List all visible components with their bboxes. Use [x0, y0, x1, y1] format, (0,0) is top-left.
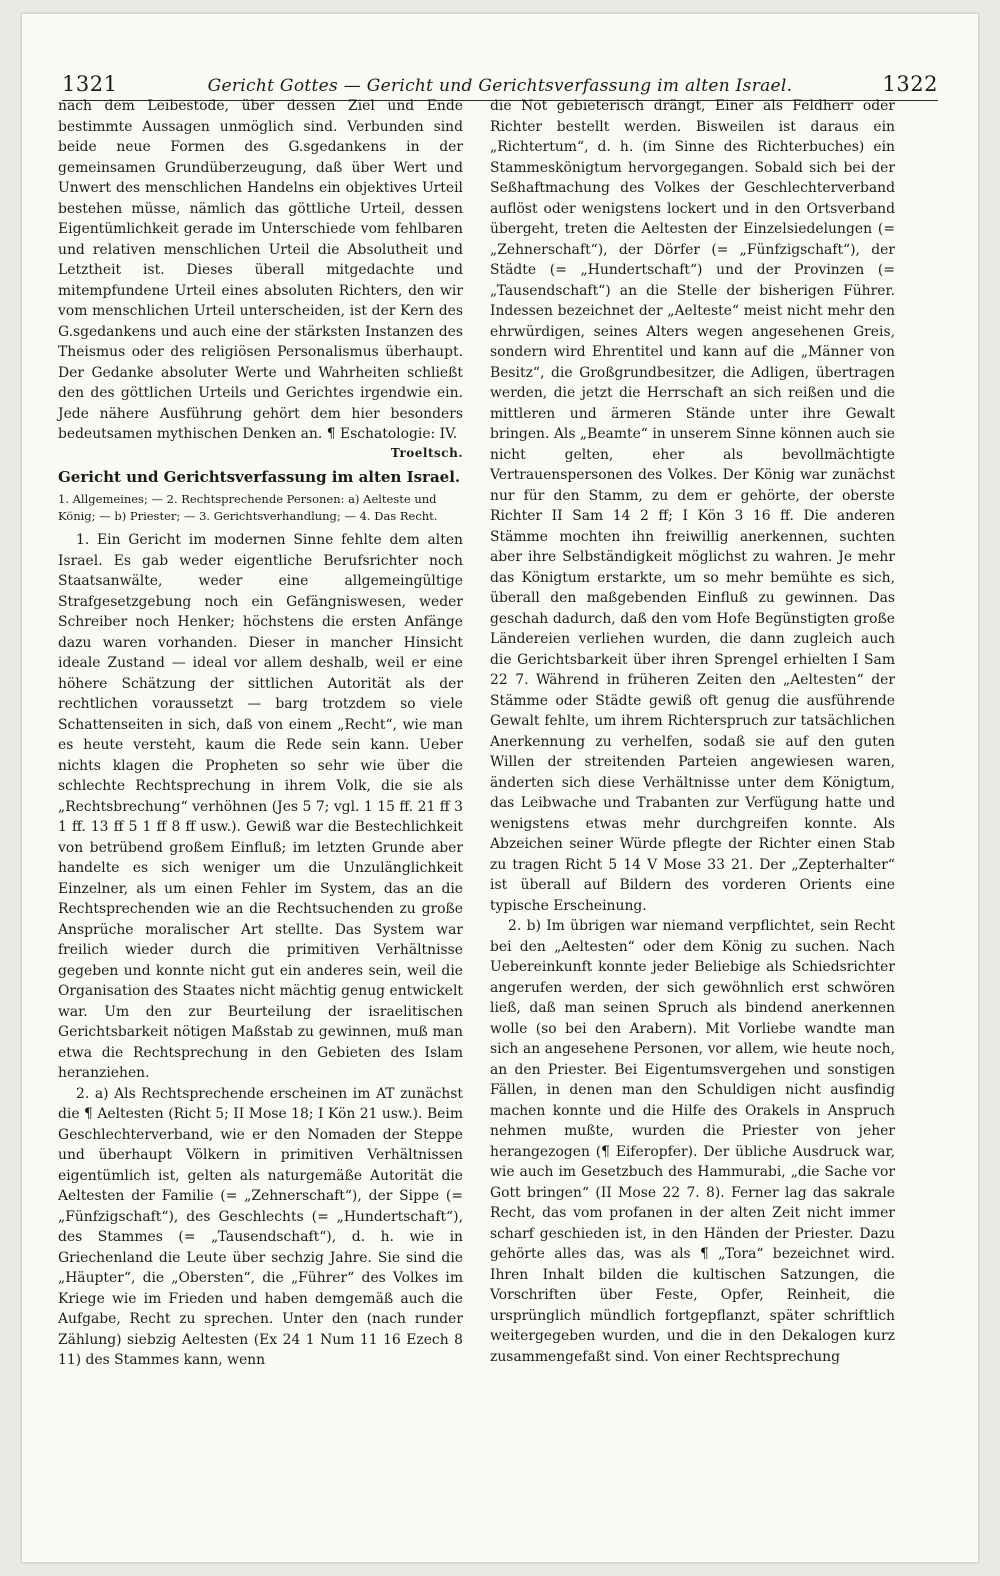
page-number-left: 1321	[62, 72, 118, 96]
author-signature: Troeltsch.	[390, 445, 463, 460]
right-column	[490, 96, 895, 1367]
left-column	[58, 96, 463, 1371]
page-number-right: 1322	[882, 72, 938, 96]
section-1: 1. Ein Gericht im modernen Sinne fehlte dem alten Israel. Es gab weder eigentliche Berufsrichter noch Staatsanwälte, weder eine allgemeingültige Strafgesetzgebung noch ein Gefängniswesen, weder Schreiber noch Henker; höchstens die ersten Anfänge dazu waren vorhanden. Dieser in mancher Hinsicht ideale Zustand — ideal vor allem deshalb, weil er eine höhere Schätzung der sittlichen Autorität als der rechtlichen voraussetzt — barg trotzdem so viele Schattenseiten in sich, daß von einem „Recht“, wie man es heute versteht, kaum die Rede sein kann. Ueber nichts klagen die Propheten so sehr wie über die schlechte Rechtsprechung in ihrem Volk, die sie als „Rechtsbrechung“ verhöhnen (Jes 5 7; vgl. 1 15 ff. 21 ff 3 1 ff. 13 ff 5 1 ff 8 ff usw.). Gewiß war die Bestechlichkeit von betrübend großem Einfluß; im letzten Grunde aber handelte es sich weniger um die Unzulänglichkeit Einzelner, als um einen Fehler im System, das an die Rechtsprechenden wie an die Rechtsuchenden zu große Ansprüche moralischer Art stellte. Das System war freilich wieder durch die primitiven Verhältnisse gegeben und konnte nicht gut ein anderes sein, weil die Organisation des Staates nicht mächtig genug entwickelt war. Um den zur Beurteilung der israelitischen Gerichtsbarkeit nötigen Maßstab zu gewinnen, muß man etwa die Rechtsprechung in den Gebieten des Islam heranziehen.	[58, 532, 463, 1081]
section-2a: 2. a) Als Rechtsprechende erscheinen im AT zunächst die ¶ Aeltesten (Richt 5; II Mose 18; I Kön 21 usw.). Beim Geschlechterverband, wie er den Nomaden der Steppe und überhaupt Völkern in primitiven Verhältnissen eigentümlich ist, gelten als naturgemäße Autorität die Aeltesten der Familie (= „Zehnerschaft“), der Sippe (= „Fünfzigschaft“), des Geschlechts (= „Hundertschaft“), des Stammes (= „Tausendschaft“), d. h. wie in Griechenland die Leute über sechzig Jahre. Sie sind die „Häupter“, die „Obersten“, die „Führer“ des Volkes im Kriege wie im Frieden und haben demgemäß auch die Aufgabe, Recht zu sprechen. Unter den (nach runder Zählung) siebzig Aeltesten (Ex 24 1 Num 11 16 Ezech 8 11) des Stammes kann, wenn	[58, 1085, 463, 1368]
paragraph-left-1: nach dem Leibestode, über dessen Ziel und Ende bestimmte Aussagen unmöglich sind. Verbunden sind beide neue Formen des G.sgedankens in der gemeinsamen Grundüberzeugung, daß über Wert und Unwert des menschlichen Handelns ein objektives Urteil bestehen müsse, nämlich das göttliche Urteil, dessen Eigentümlichkeit gerade im Unterschiede vom fehlbaren und relativen menschlichen Urteil die Absolutheit und Letztheit ist. Dieses überall mitgedachte und mitempfundene Urteil eines absoluten Richters, den wir vom menschlichen Urteil unterscheiden, ist der Kern des G.sgedankens und auch eine der stärksten Instanzen des Theismus oder des religiösen Personalismus überhaupt. Der Gedanke absoluter Werte und Wahrheiten schließt den des göttlichen Urteils und Gerichtes irgendwie ein. Jede nähere Ausführung gehört dem hier besonders bedeutsamen mythischen Denken an. ¶ Eschatologie: IV.	[58, 98, 463, 442]
running-title: Gericht Gottes — Gericht und Gerichtsverfassung im alten Israel.	[207, 76, 793, 96]
paragraph-right-1: die Not gebieterisch drängt, Einer als Feldherr oder Richter bestellt werden. Bisweilen ist daraus ein „Richtertum“, d. h. (im Sinne des Richterbuches) ein Stammeskönigtum hervorgegangen. Sobald sich bei der Seßhaftmachung des Volkes der Geschlechterverband auflöst oder wenigstens lockert und in den Ortsverband übergeht, treten die Aeltesten der Einzelsiedelungen (= „Zehnerschaft“), der Dörfer (= „Fünfzigschaft“), der Städte (= „Hundertschaft“) und der Provinzen (= „Tausendschaft“) an die Stelle der bisherigen Führer. Indessen bezeichnet der „Aelteste“ meist nicht mehr den ehrwürdigen, seines Alters wegen angesehenen Greis, sondern wird Ehrentitel und kann auf die „Männer von Besitz“, die Großgrundbesitzer, die Adligen, übertragen werden, die jetzt die Herrschaft an sich reißen und die mittleren und ärmeren Stände unter ihre Gewalt bringen. Als „Beamte“ in unserem Sinne können auch sie nicht gelten, eher als bevollmächtigte Vertrauenspersonen des Volkes. Der König war zunächst nur für den Stamm, zu dem er gehörte, der oberste Richter II Sam 14 2 ff; I Kön 3 16 ff. Die anderen Stämme mochten ihn freiwillig anerkennen, suchten aber ihre Selbständigkeit möglichst zu wahren. Je mehr das Königtum erstarkte, um so mehr bemühte es sich, überall den maßgebenden Einfluß zu gewinnen. Das geschah dadurch, daß den vom Hofe Begünstigten große Ländereien verliehen wurden, die dann zugleich auch die Gerichtsbarkeit über ihren Sprengel erhielten I Sam 22 7. Während in früheren Zeiten den „Aeltesten“ der Stämme oder Städte gewiß oft genug die ausführende Gewalt fehlte, um ihrem Richterspruch zur tatsächlichen Anerkennung zu verhelfen, sodaß sie auf den guten Willen der streitenden Parteien angewiesen waren, änderten sich diese Verhältnisse unter dem Königtum, das Leibwache und Trabanten zur Verfügung hatte und wenigstens etwas mehr durchgreifen konnte. Als Abzeichen seiner Würde pflegte der Richter einen Stab zu tragen Richt 5 14 V Mose 33 21. Der „Zepterhalter“ ist überall auf Bildern des vorderen Orients eine typische Erscheinung.	[490, 98, 895, 914]
section-2b: 2. b) Im übrigen war niemand verpflichtet, sein Recht bei den „Aeltesten“ oder dem König zu suchen. Nach Uebereinkunft konnte jeder Beliebige als Schiedsrichter angerufen werden, der sich gewöhnlich erst schwören ließ, daß man seinen Spruch als bindend anerkennen wolle (so bei den Arabern). Mit Vorliebe wandte man sich an angesehene Personen, vor allem, wie heute noch, an den Priester. Bei Eigentumsvergehen und sonstigen Fällen, in denen man den Schuldigen nicht ausfindig machen konnte und die Hilfe des Orakels in Anspruch nehmen mußte, wurden die Priester von jeher herangezogen (¶ Eiferopfer). Der übliche Ausdruck war, wie auch im Gesetzbuch des Hammurabi, „die Sache vor Gott bringen“ (II Mose 22 7. 8). Ferner lag das sakrale Recht, das vom profanen in der alten Zeit nicht immer scharf geschieden ist, in den Händen der Priester. Dazu gehörte alles das, was als ¶ „Tora“ bezeichnet wird. Ihren Inhalt bilden die kultischen Satzungen, die Vorschriften über Feste, Opfer, Reinheit, die ursprünglich mündlich fortgepflanzt, später schriftlich weitergegeben wurden, und die in den Dekalogen kurz zusammengefaßt sind. Von einer Rechtsprechung	[490, 918, 895, 1365]
article-contents: 1. Allgemeines; — 2. Rechtsprechende Personen: a) Aelteste und König; — b) Priester; — 3. Gerichtsverhandlung; — 4. Das Recht.	[58, 492, 438, 523]
article-title: Gericht und Gerichtsverfassung im alten Israel.	[58, 468, 461, 486]
